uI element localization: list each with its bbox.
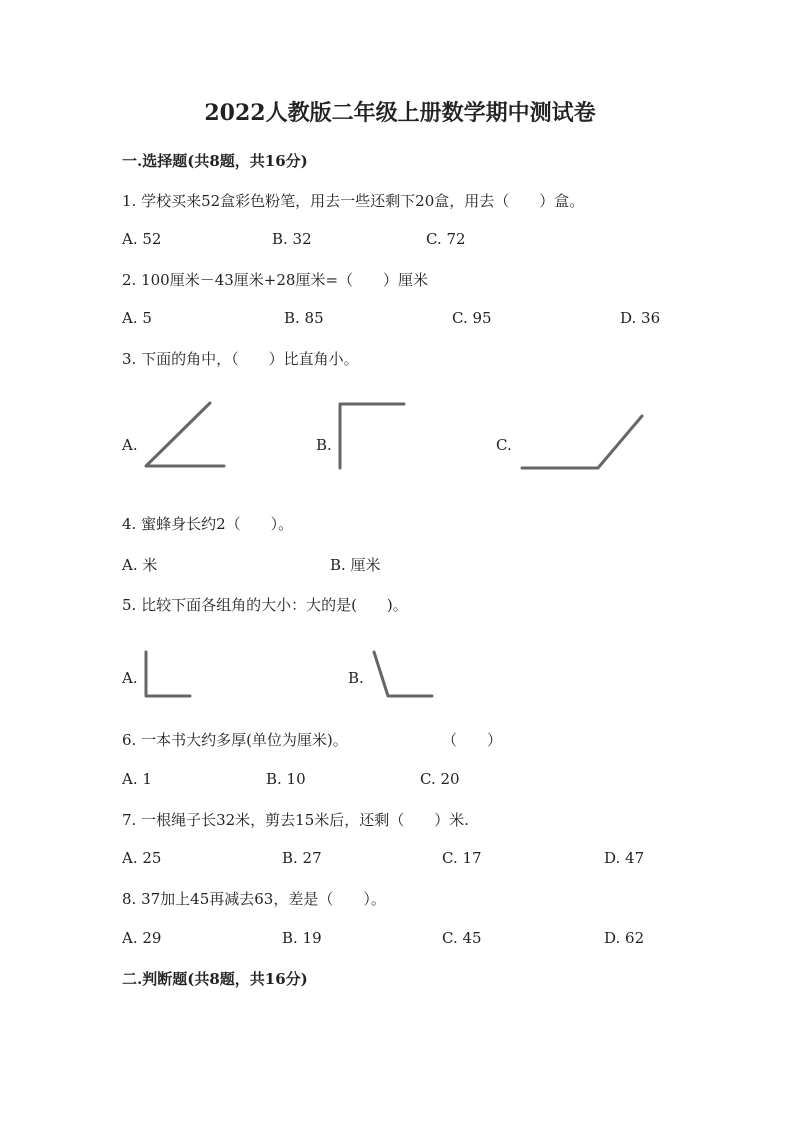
q2-option-c[interactable]: C. 95 — [452, 309, 492, 327]
question-3: 3. 下面的角中，（ ）比直角小。 — [122, 350, 359, 368]
q4-option-a[interactable]: A. 米 — [122, 556, 158, 574]
q6-option-b[interactable]: B. 10 — [266, 770, 306, 788]
q7-option-b[interactable]: B. 27 — [282, 849, 322, 867]
q2-option-d[interactable]: D. 36 — [620, 309, 661, 327]
q3-angle-a-figure — [140, 398, 230, 470]
question-8: 8. 37加上45再减去63，差是（ ）。 — [122, 890, 386, 908]
question-6: 6. 一本书大约多厚(单位为厘米)。 — [122, 731, 348, 749]
q4-option-b[interactable]: B. 厘米 — [330, 556, 381, 574]
q3-option-b[interactable]: B. — [316, 436, 332, 454]
q3-option-c[interactable]: C. — [496, 436, 512, 454]
q3-angle-b-figure — [334, 398, 408, 470]
question-2: 2. 100厘米－43厘米+28厘米=（ ）厘米 — [122, 271, 429, 289]
q8-option-b[interactable]: B. 19 — [282, 929, 322, 947]
q5-option-a[interactable]: A. — [122, 669, 138, 687]
q5-angle-a-figure — [140, 648, 196, 702]
q6-option-c[interactable]: C. 20 — [420, 770, 460, 788]
question-5: 5. 比较下面各组角的大小：大的是( )。 — [122, 596, 408, 614]
q7-option-d[interactable]: D. 47 — [604, 849, 645, 867]
q8-option-c[interactable]: C. 45 — [442, 929, 482, 947]
q1-option-b[interactable]: B. 32 — [272, 230, 312, 248]
q8-option-d[interactable]: D. 62 — [604, 929, 645, 947]
q3-angle-c-figure — [518, 410, 648, 474]
q8-option-a[interactable]: A. 29 — [122, 929, 162, 947]
section-heading-judgement: 二.判断题(共8题，共16分) — [122, 970, 308, 988]
q5-option-b[interactable]: B. — [348, 669, 364, 687]
question-1: 1. 学校买来52盒彩色粉笔，用去一些还剩下20盒，用去（ ）盒。 — [122, 192, 585, 210]
q2-option-a[interactable]: A. 5 — [122, 309, 152, 327]
section-heading-choice: 一.选择题(共8题，共16分) — [122, 152, 308, 170]
q5-angle-b-figure — [368, 648, 438, 702]
question-4: 4. 蜜蜂身长约2（ ）。 — [122, 515, 294, 533]
q6-option-a[interactable]: A. 1 — [122, 770, 152, 788]
q3-option-a[interactable]: A. — [122, 436, 138, 454]
q7-option-c[interactable]: C. 17 — [442, 849, 482, 867]
q7-option-a[interactable]: A. 25 — [122, 849, 162, 867]
q6-answer-paren: （ ） — [442, 731, 503, 749]
q1-option-a[interactable]: A. 52 — [122, 230, 162, 248]
question-7: 7. 一根绳子长32米，剪去15米后，还剩（ ）米. — [122, 811, 470, 829]
q2-option-b[interactable]: B. 85 — [284, 309, 324, 327]
page-title: 2022人教版二年级上册数学期中测试卷 — [204, 100, 596, 126]
q1-option-c[interactable]: C. 72 — [426, 230, 466, 248]
